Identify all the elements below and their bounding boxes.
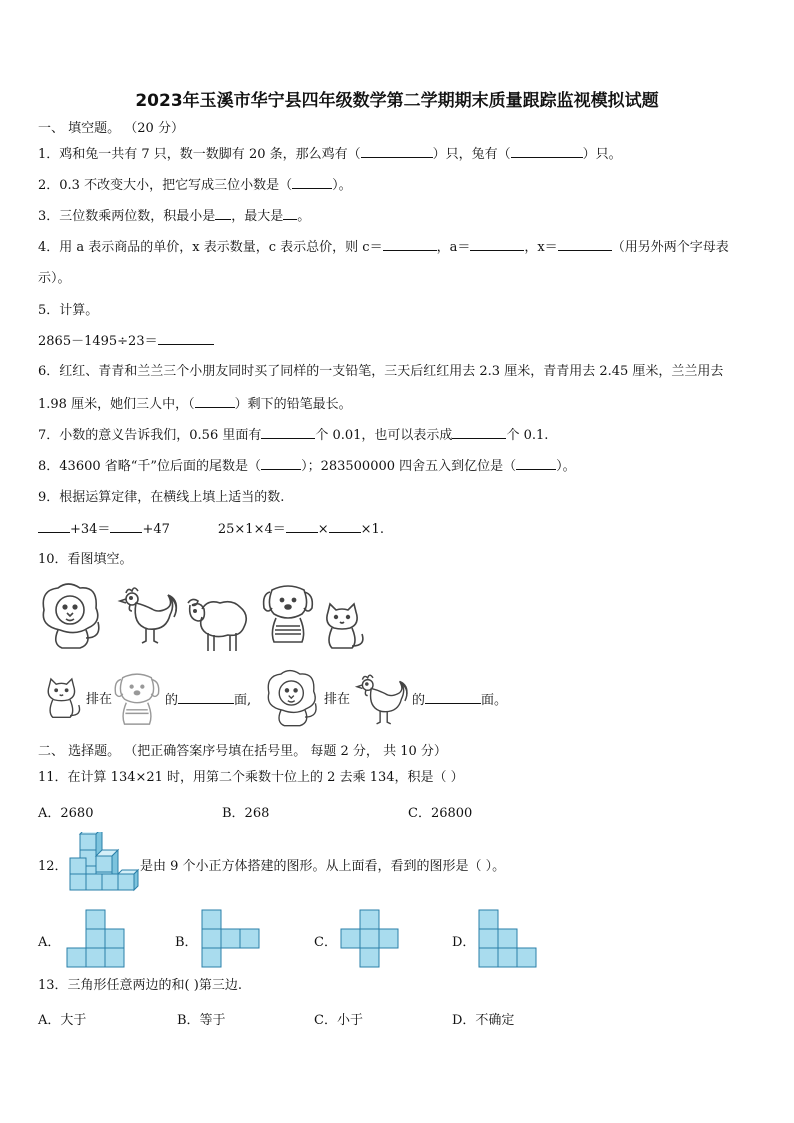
section-1-heading: 一、 填空题。 （20 分） — [38, 121, 184, 136]
section-2-heading: 二、 选择题。 （把正确答案序号填在括号里。 每题 2 分， 共 10 分） — [38, 744, 447, 759]
answer-blank[interactable] — [511, 145, 583, 158]
option-b[interactable]: B．268 — [222, 806, 270, 821]
row-text-2: 的 面, — [165, 693, 252, 708]
answer-blank[interactable] — [261, 426, 315, 439]
page-title: 2023年玉溪市华宁县四年级数学第二学期期末质量跟踪监视模拟试题 — [135, 91, 659, 111]
dog-picture — [260, 582, 316, 648]
option-c[interactable]: C． — [314, 935, 337, 950]
top-view-a-picture[interactable] — [66, 908, 128, 970]
top-view-c-picture[interactable] — [340, 908, 402, 970]
top-view-d-picture[interactable] — [478, 908, 540, 970]
question-4: 4．用 a 表示商品的单价，x 表示数量，c 表示总价，则 c＝ ，a＝ ，x＝ （用另外两个字母表 — [38, 240, 729, 255]
answer-blank[interactable] — [283, 207, 297, 220]
option-c[interactable]: C．26800 — [408, 806, 473, 821]
answer-blank[interactable] — [329, 520, 361, 533]
answer-blank[interactable] — [383, 238, 437, 251]
question-13: 13．三角形任意两边的和( )第三边. — [38, 978, 242, 993]
cube-stack-picture — [68, 832, 140, 898]
answer-blank[interactable] — [178, 691, 234, 704]
lion-picture — [36, 582, 108, 652]
cat-picture — [322, 602, 368, 652]
option-b[interactable]: B．等于 — [177, 1013, 226, 1028]
row-text-3: 排在 — [324, 692, 351, 707]
question-3: 3．三位数乘两位数，积最小是 ，最大是 。 — [38, 209, 311, 224]
sheep-picture — [184, 595, 250, 655]
answer-blank[interactable] — [261, 457, 301, 470]
question-2: 2．0.3 不改变大小，把它写成三位小数是（ ）。 — [38, 178, 352, 193]
option-d[interactable]: D．不确定 — [452, 1013, 515, 1028]
answer-blank[interactable] — [215, 207, 231, 220]
question-9-expressions: +34＝ +47 25×1×4＝ × ×1. — [38, 520, 384, 539]
answer-blank[interactable] — [425, 691, 481, 704]
question-5-expression: 2865－1495÷23＝ — [38, 332, 214, 351]
answer-blank[interactable] — [558, 238, 612, 251]
option-a[interactable]: A．大于 — [38, 1013, 87, 1028]
question-8: 8．43600 省略“千”位后面的尾数是（ ）；283500000 四舍五入到亿位是（ ）。 — [38, 459, 576, 474]
rooster-picture — [350, 672, 412, 728]
question-6-cont: 1.98 厘米，她们三人中，（ ）剩下的铅笔最长。 — [38, 397, 352, 412]
answer-blank[interactable] — [292, 176, 332, 189]
answer-blank[interactable] — [38, 520, 70, 533]
row-text-4: 的 面。 — [412, 693, 508, 708]
option-a[interactable]: A．2680 — [38, 806, 94, 821]
question-4-cont: 示）。 — [38, 271, 71, 286]
row-text-1: 排在 — [86, 692, 113, 707]
question-12-number: 12． — [38, 859, 68, 874]
question-7: 7．小数的意义告诉我们，0.56 里面有 个 0.01，也可以表示成 个 0.1. — [38, 428, 549, 443]
question-1: 1．鸡和兔一共有 7 只，数一数脚有 20 条，那么鸡有（ ）只，兔有（ ）只。 — [38, 147, 622, 162]
question-6: 6．红红、青青和兰兰三个小朋友同时买了同样的一支铅笔，三天后红红用去 2.3 厘米，青青用去 2.45 厘米，兰兰用去 — [38, 364, 724, 379]
answer-blank[interactable] — [110, 520, 142, 533]
question-9: 9．根据运算定律，在横线上填上适当的数. — [38, 490, 285, 505]
option-c[interactable]: C．小于 — [314, 1013, 363, 1028]
answer-blank[interactable] — [361, 145, 433, 158]
lion-picture — [262, 668, 324, 730]
answer-blank[interactable] — [516, 457, 556, 470]
cat-picture — [44, 676, 84, 722]
option-b[interactable]: B． — [175, 935, 198, 950]
option-d[interactable]: D． — [452, 935, 476, 950]
top-view-b-picture[interactable] — [201, 908, 263, 970]
answer-blank[interactable] — [195, 395, 235, 408]
question-5: 5．计算。 — [38, 303, 99, 318]
answer-blank[interactable] — [470, 238, 524, 251]
answer-blank[interactable] — [452, 426, 506, 439]
question-12-stem: 是由 9 个小正方体搭建的图形。从上面看，看到的图形是（ ）。 — [140, 859, 506, 874]
answer-blank[interactable] — [286, 520, 318, 533]
rooster-picture — [112, 585, 182, 647]
answer-blank[interactable] — [158, 332, 214, 345]
question-10: 10．看图填空。 — [38, 552, 133, 567]
option-a[interactable]: A． — [38, 935, 61, 950]
dog-picture — [112, 670, 162, 730]
question-11: 11．在计算 134×21 时，用第二个乘数十位上的 2 去乘 134，积是（ ） — [38, 770, 464, 785]
